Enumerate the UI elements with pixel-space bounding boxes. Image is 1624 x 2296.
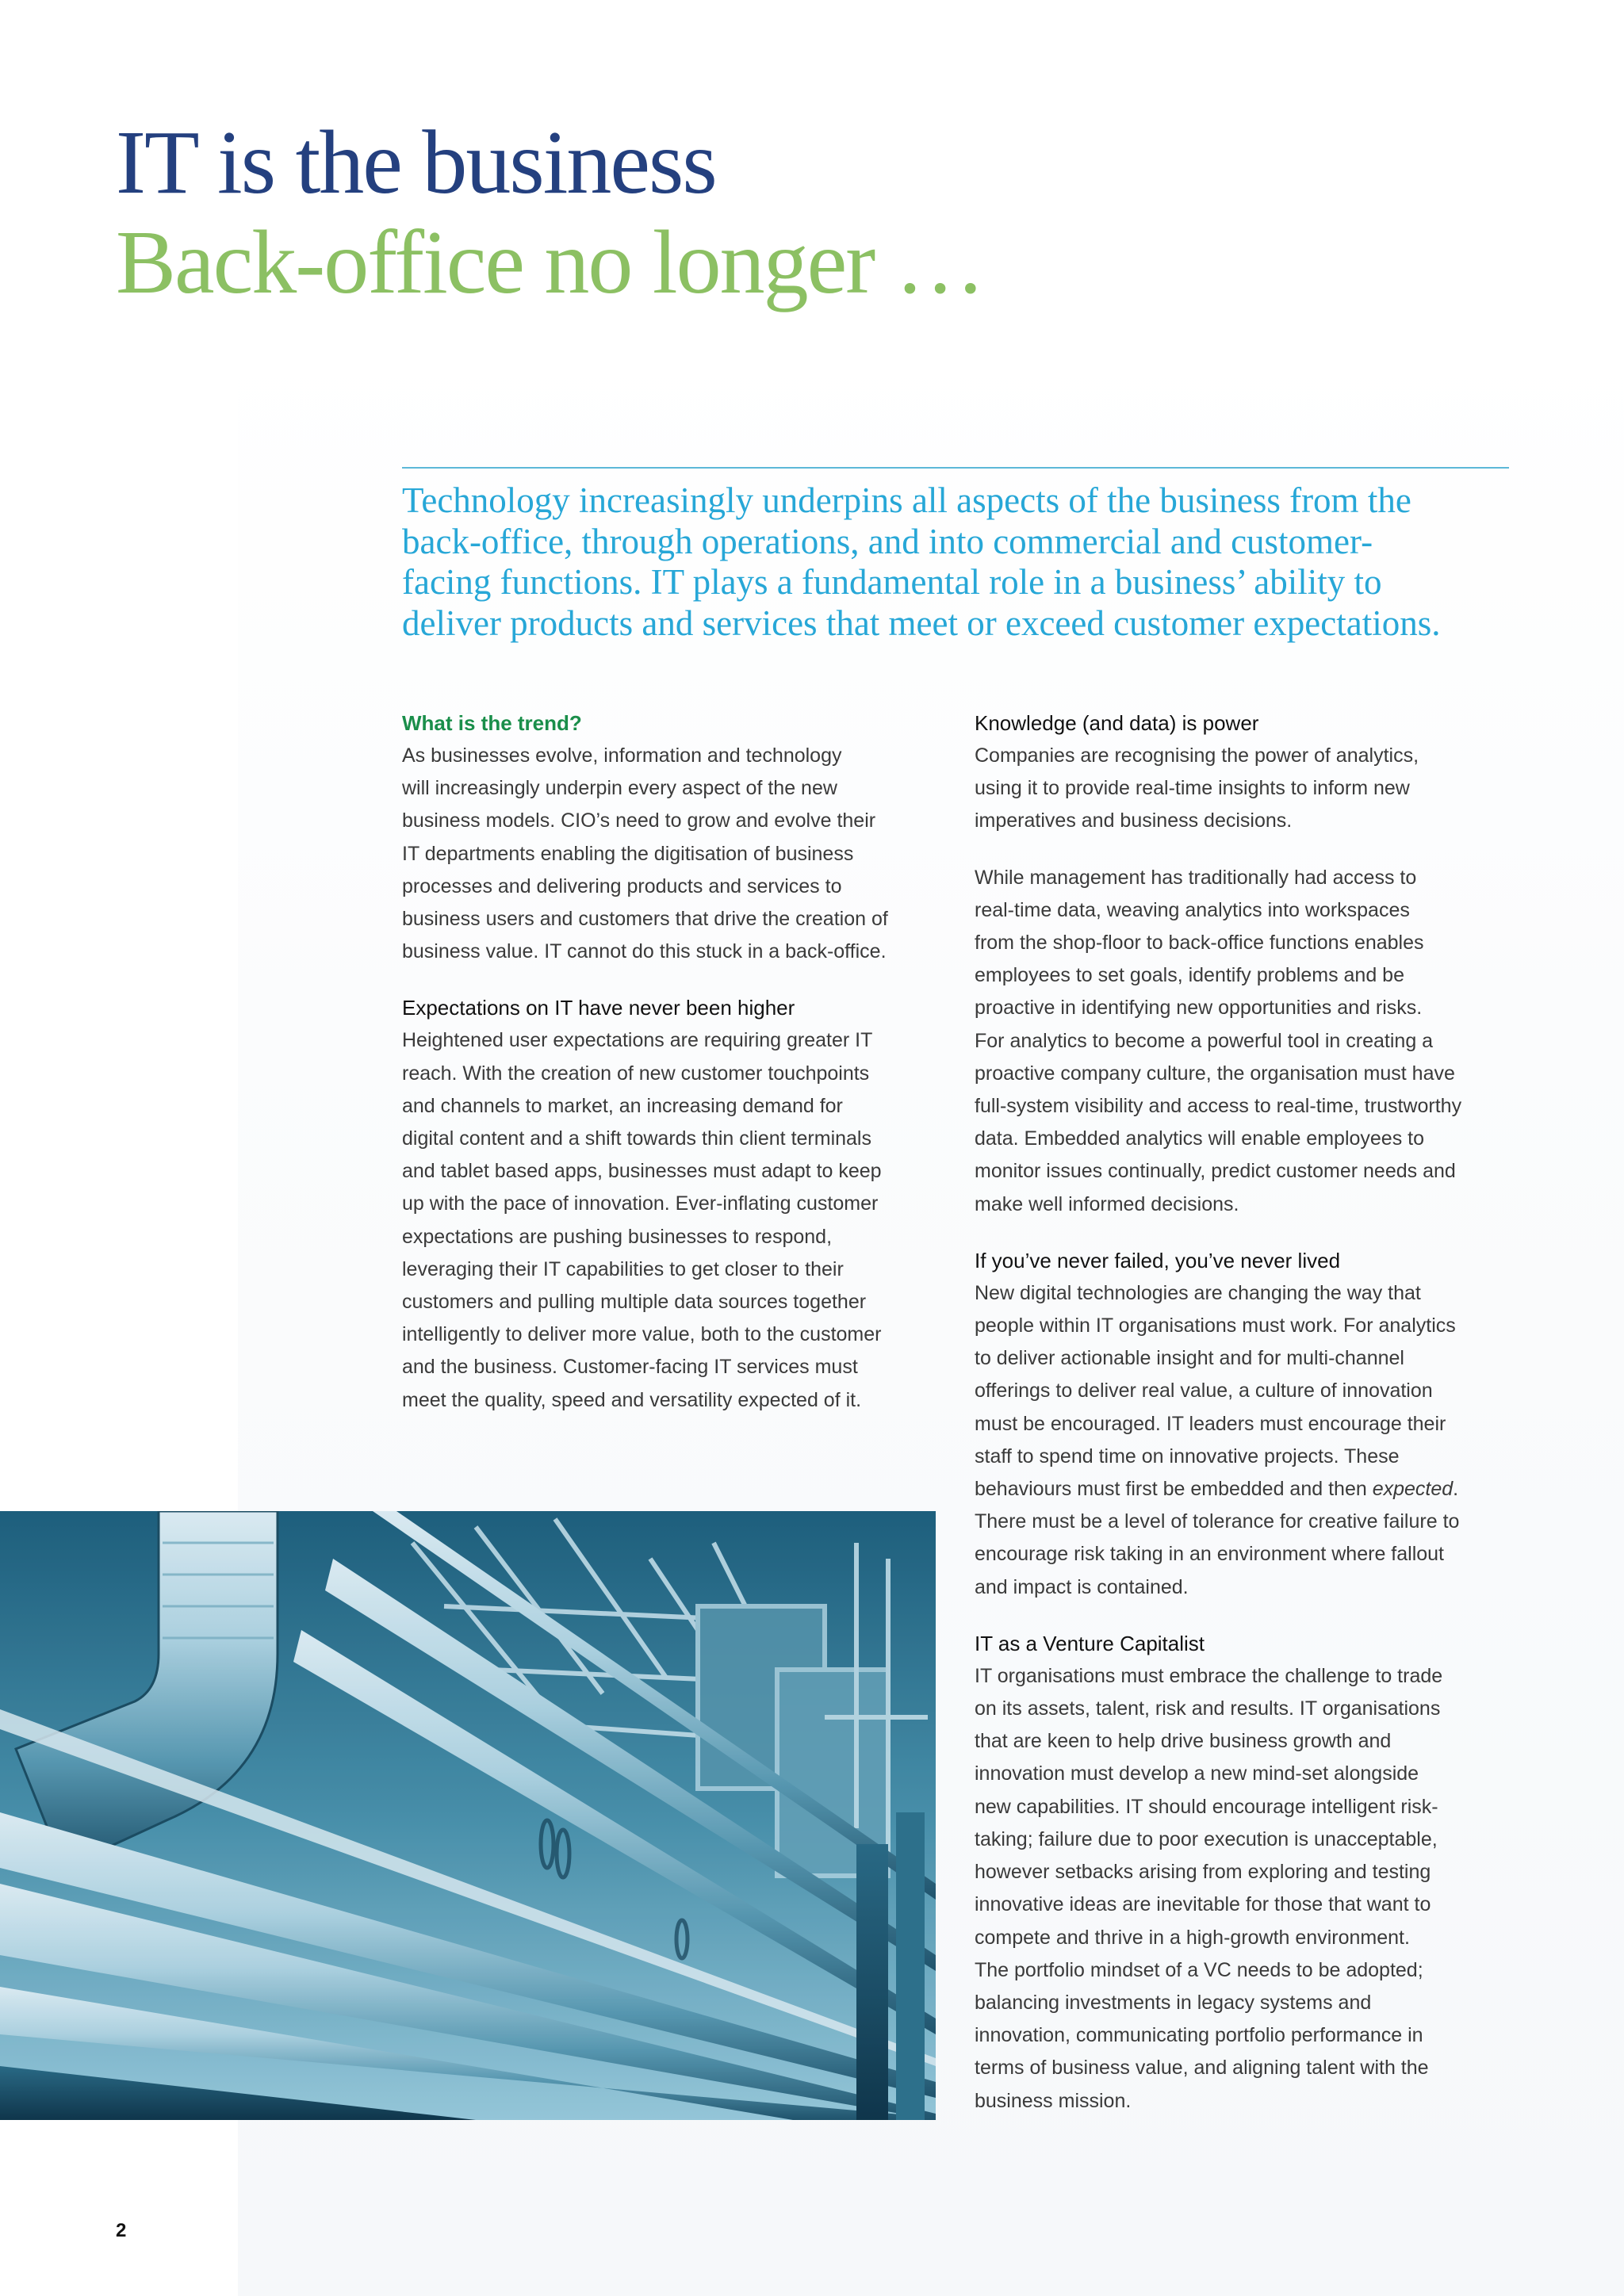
body-line: and impact is contained. xyxy=(975,1575,1189,1598)
body-line: however setbacks arising from exploring and testing xyxy=(975,1861,1431,1884)
body-line: using it to provide real-time insights to inform new xyxy=(975,777,1410,800)
body-line: reach. With the creation of new customer touchpoints xyxy=(402,1062,870,1085)
section-body-knowledge-1 xyxy=(975,740,1530,838)
body-line: leveraging their IT capabilities to get closer to their xyxy=(402,1257,844,1280)
section-knowledge xyxy=(975,707,1530,1221)
section-venture-capitalist xyxy=(975,1628,1530,2118)
body-line: proactive company culture, the organisation must have xyxy=(975,1062,1455,1085)
section-heading-vc: IT as a Venture Capitalist xyxy=(975,1631,1205,1655)
body-line: balancing investments in legacy systems and xyxy=(975,1991,1372,2014)
section-body-expectations xyxy=(402,1024,957,1416)
intro-line: Technology increasingly underpins all aspects of the business from the xyxy=(402,480,1411,520)
intro-line: back-office, through operations, and into commercial and customer- xyxy=(402,521,1373,561)
body-line: staff to spend time on innovative projects. These xyxy=(975,1445,1400,1468)
page-title: IT is the business xyxy=(116,112,716,212)
body-line: There must be a level of tolerance for creative failure to xyxy=(975,1510,1460,1533)
body-line: For analytics to become a powerful tool in creating a xyxy=(975,1029,1434,1052)
body-line: As businesses evolve, information and technology xyxy=(402,744,842,767)
body-line: innovation must develop a new mind-set alongside xyxy=(975,1762,1419,1785)
body-line: proactive in identifying new opportunities and risks. xyxy=(975,997,1423,1020)
section-trend xyxy=(402,707,957,968)
body-line: will increasingly underpin every aspect of the new xyxy=(402,777,837,800)
body-line: people within IT organisations must work. For analytics xyxy=(975,1314,1456,1337)
body-line: intelligently to deliver more value, both to the customer xyxy=(402,1323,882,1346)
body-line: encourage risk taking in an environment where fallout xyxy=(975,1543,1445,1566)
body-line: innovation, communicating portfolio performance in xyxy=(975,2024,1423,2047)
body-line: must be encouraged. IT leaders must encourage their xyxy=(975,1412,1446,1435)
body-line: full-system visibility and access to real-time, trustworthy xyxy=(975,1095,1462,1118)
page-number: 2 xyxy=(116,2220,127,2241)
body-line: imperatives and business decisions. xyxy=(975,809,1293,832)
intro-paragraph xyxy=(402,480,1544,644)
section-heading-expectations: Expectations on IT have never been higher xyxy=(402,996,795,1020)
body-line: and tablet based apps, businesses must adapt to keep xyxy=(402,1160,882,1183)
body-line: meet the quality, speed and versatility expected of it. xyxy=(402,1388,862,1411)
body-line: that are keen to help drive business growth and xyxy=(975,1730,1392,1753)
body-line: Companies are recognising the power of analytics, xyxy=(975,744,1419,767)
section-failed xyxy=(975,1245,1530,1604)
section-heading-failed: If you’ve never failed, you’ve never lived xyxy=(975,1248,1341,1272)
body-line: up with the pace of innovation. Ever-inflating customer xyxy=(402,1192,879,1215)
body-line: IT organisations must embrace the challenge to trade xyxy=(975,1664,1443,1687)
section-body-knowledge-2 xyxy=(975,862,1530,1221)
body-line: New digital technologies are changing the way that xyxy=(975,1281,1421,1304)
emphasis-word: expected xyxy=(1372,1478,1454,1501)
body-line: new capabilities. IT should encourage intelligent risk- xyxy=(975,1795,1438,1818)
body-line: make well informed decisions. xyxy=(975,1192,1239,1215)
body-line: business mission. xyxy=(975,2089,1132,2112)
body-line: on its assets, talent, risk and results. IT organisations xyxy=(975,1697,1441,1720)
body-line: offerings to deliver real value, a culture of innovation xyxy=(975,1380,1433,1402)
pipeline-photo xyxy=(0,1511,936,2120)
body-line: expectations are pushing businesses to respond, xyxy=(402,1225,833,1248)
body-line: and channels to market, an increasing demand for xyxy=(402,1094,843,1117)
body-line: data. Embedded analytics will enable employees to xyxy=(975,1127,1425,1150)
body-line: While management has traditionally had access to xyxy=(975,866,1417,889)
intro-line: deliver products and services that meet or exceed customer expectations. xyxy=(402,603,1441,643)
intro-divider xyxy=(402,467,1509,469)
body-line: monitor issues continually, predict customer needs and xyxy=(975,1160,1456,1183)
page-subtitle: Back-office no longer … xyxy=(116,212,984,312)
body-line: taking; failure due to poor execution is unacceptable, xyxy=(975,1827,1438,1850)
body-line: employees to set goals, identify problems and be xyxy=(975,964,1404,987)
body-line: digital content and a shift towards thin client terminals xyxy=(402,1127,871,1150)
body-line: The portfolio mindset of a VC needs to be adopted; xyxy=(975,1958,1423,1981)
body-line: customers and pulling multiple data sources together xyxy=(402,1291,867,1314)
body-line: IT departments enabling the digitisation of business xyxy=(402,842,854,865)
body-line: terms of business value, and aligning talent with the xyxy=(975,2057,1429,2080)
body-line: processes and delivering products and services to xyxy=(402,874,842,897)
section-heading-trend: What is the trend? xyxy=(402,711,582,735)
body-line: and the business. Customer-facing IT services must xyxy=(402,1356,858,1379)
body-line: compete and thrive in a high-growth environment. xyxy=(975,1926,1410,1949)
body-line: business models. CIO’s need to grow and evolve their xyxy=(402,809,876,832)
body-line: real-time data, weaving analytics into workspaces xyxy=(975,898,1410,921)
section-body-trend xyxy=(402,740,957,968)
body-line: Heightened user expectations are requiring greater IT xyxy=(402,1029,873,1052)
body-line: business users and customers that drive the creation of xyxy=(402,908,888,931)
right-column xyxy=(975,707,1530,2141)
body-line: business value. IT cannot do this stuck in a back-office. xyxy=(402,940,887,963)
body-line: from the shop-floor to back-office functions enables xyxy=(975,932,1424,955)
section-heading-knowledge: Knowledge (and data) is power xyxy=(975,711,1259,735)
body-text: . xyxy=(1453,1478,1459,1501)
section-expectations xyxy=(402,992,957,1416)
body-line: innovative ideas are inevitable for those that want to xyxy=(975,1893,1431,1916)
left-column xyxy=(402,707,957,1441)
body-line-emphasis xyxy=(975,1473,1530,1506)
body-line: to deliver actionable insight and for multi-channel xyxy=(975,1347,1404,1370)
section-body-failed xyxy=(975,1277,1530,1604)
intro-line: facing functions. IT plays a fundamental role in a business’ ability to xyxy=(402,562,1382,602)
section-body-vc xyxy=(975,1660,1530,2118)
body-text: behaviours must first be embedded and then xyxy=(975,1478,1373,1501)
